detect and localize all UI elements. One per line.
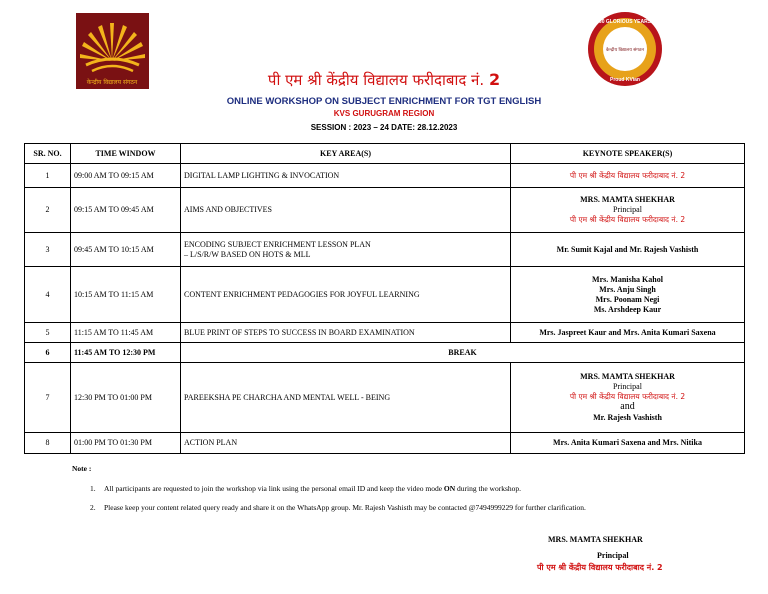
school-title-text: पी एम श्री केंद्रीय विद्यालय फरीदाबाद नं. (267, 71, 485, 89)
note-label: Note : (72, 464, 92, 473)
speaker-school: पी एम श्री केंद्रीय विद्यालय फरीदाबाद नं. 2 (569, 391, 686, 401)
region-label: KVS GURUGRAM REGION (333, 109, 435, 118)
speaker-cell: Mrs. Anita Kumari Saxena and Mrs. Nitika (511, 433, 745, 454)
area-cell: PAREEKSHA PE CHARCHA AND MENTAL WELL - BEING (181, 363, 511, 433)
workshop-title: ONLINE WORKSHOP ON SUBJECT ENRICHMENT FOR TGT ENGLISH (226, 96, 542, 107)
school-title-number: 2 (488, 70, 501, 89)
header-key-areas: KEY AREA(S) (181, 144, 511, 164)
speaker-cell (511, 164, 745, 188)
header-time-window: TIME WINDOW (71, 144, 181, 164)
area-cell (181, 233, 511, 267)
speaker-name: Mrs. Manisha Kahol (592, 274, 663, 284)
session-date: SESSION : 2023 – 24 DATE: 28.12.2023 (310, 123, 458, 132)
table-row (25, 267, 745, 323)
speaker-school: पी एम श्री केंद्रीय विद्यालय फरीदाबाद नं. 2 (569, 170, 686, 180)
time-cell: 09:45 AM TO 10:15 AM (71, 233, 181, 267)
time-cell: 11:45 AM TO 12:30 PM (71, 343, 181, 363)
table-row (25, 233, 745, 267)
note-number: 2. (90, 503, 96, 512)
speaker-name: MRS. MAMTA SHEKHAR (580, 195, 675, 205)
note-emphasis: ON (443, 484, 456, 493)
time-cell: 11:15 AM TO 11:45 AM (71, 323, 181, 343)
header-keynote-speakers: KEYNOTE SPEAKER(S) (511, 144, 745, 164)
time-cell: 12:30 PM TO 01:00 PM (71, 363, 181, 433)
speaker-name: Mr. Rajesh Vashisth (593, 413, 662, 423)
speaker-name: Mrs. Poonam Negi (595, 294, 660, 304)
area-cell: CONTENT ENRICHMENT PEDAGOGIES FOR JOYFUL LEARNING (181, 267, 511, 323)
sr-cell: 2 (25, 188, 71, 233)
signatory-role: Principal (597, 551, 629, 560)
speaker-cell (511, 363, 745, 433)
note-text: Please keep your content related query ready and share it on the WhatsApp group. Mr. Rajesh Vashisth may be contacted @7494999229 for further clarification. (104, 503, 586, 512)
table-row (25, 164, 745, 188)
speaker-cell (511, 267, 745, 323)
and-text: and (620, 400, 635, 412)
schedule-table (24, 143, 745, 454)
sr-cell: 5 (25, 323, 71, 343)
svg-text:केन्द्रीय विद्यालय संगठन: केन्द्रीय विद्यालय संगठन (86, 79, 138, 86)
speaker-name: Ms. Arshdeep Kaur (593, 304, 662, 314)
note-number: 1. (90, 484, 96, 493)
area-cell: BLUE PRINT OF STEPS TO SUCCESS IN BOARD EXAMINATION (181, 323, 511, 343)
table-row (25, 363, 745, 433)
speaker-cell (511, 188, 745, 233)
note-text: All participants are requested to join the workshop via link using the personal email ID and keep the video mode (104, 484, 444, 493)
time-cell: 01:00 PM TO 01:30 PM (71, 433, 181, 454)
signatory-school: पी एम श्री केंद्रीय विद्यालय फरीदाबाद नं. 2 (537, 563, 663, 572)
signatory-name: MRS. MAMTA SHEKHAR (548, 535, 643, 544)
svg-text:केन्द्रीय विद्यालय संगठन: केन्द्रीय विद्यालय संगठन (606, 48, 644, 53)
area-cell: ACTION PLAN (181, 433, 511, 454)
sr-cell: 6 (25, 343, 71, 363)
table-row (25, 433, 745, 454)
area-line: ENCODING SUBJECT ENRICHMENT LESSON PLAN (184, 239, 371, 249)
note-text: during the workshop. (455, 484, 521, 493)
table-row (25, 188, 745, 233)
time-cell: 09:15 AM TO 09:45 AM (71, 188, 181, 233)
school-title (0, 70, 768, 90)
speaker-school: पी एम श्री केंद्रीय विद्यालय फरीदाबाद नं. 2 (569, 215, 686, 225)
area-cell: AIMS AND OBJECTIVES (181, 188, 511, 233)
sr-cell: 7 (25, 363, 71, 433)
table-row-break (25, 343, 745, 363)
speaker-cell: Mrs. Jaspreet Kaur and Mrs. Anita Kumari Saxena (511, 323, 745, 343)
sr-cell: 4 (25, 267, 71, 323)
table-row (25, 323, 745, 343)
time-cell: 09:00 AM TO 09:15 AM (71, 164, 181, 188)
svg-text:Proud KVian: Proud KVian (610, 77, 640, 83)
area-cell: DIGITAL LAMP LIGHTING & INVOCATION (181, 164, 511, 188)
area-line: – L/S/R/W BASED ON HOTS & MLL (184, 249, 311, 259)
speaker-name: Mrs. Anju Singh (599, 284, 656, 294)
svg-text:60 GLORIOUS YEARS: 60 GLORIOUS YEARS (598, 19, 652, 25)
break-cell: BREAK (181, 343, 745, 363)
speaker-name: MRS. MAMTA SHEKHAR (580, 371, 675, 381)
sr-cell: 3 (25, 233, 71, 267)
note-item (90, 484, 704, 494)
speaker-cell: Mr. Sumit Kajal and Mr. Rajesh Vashisth (511, 233, 745, 267)
header-sr-no: SR. NO. (25, 144, 71, 164)
sr-cell: 1 (25, 164, 71, 188)
note-item (90, 503, 704, 513)
table-header-row (25, 144, 745, 164)
time-cell: 10:15 AM TO 11:15 AM (71, 267, 181, 323)
speaker-role: Principal (613, 381, 642, 391)
speaker-role: Principal (613, 205, 642, 215)
sr-cell: 8 (25, 433, 71, 454)
